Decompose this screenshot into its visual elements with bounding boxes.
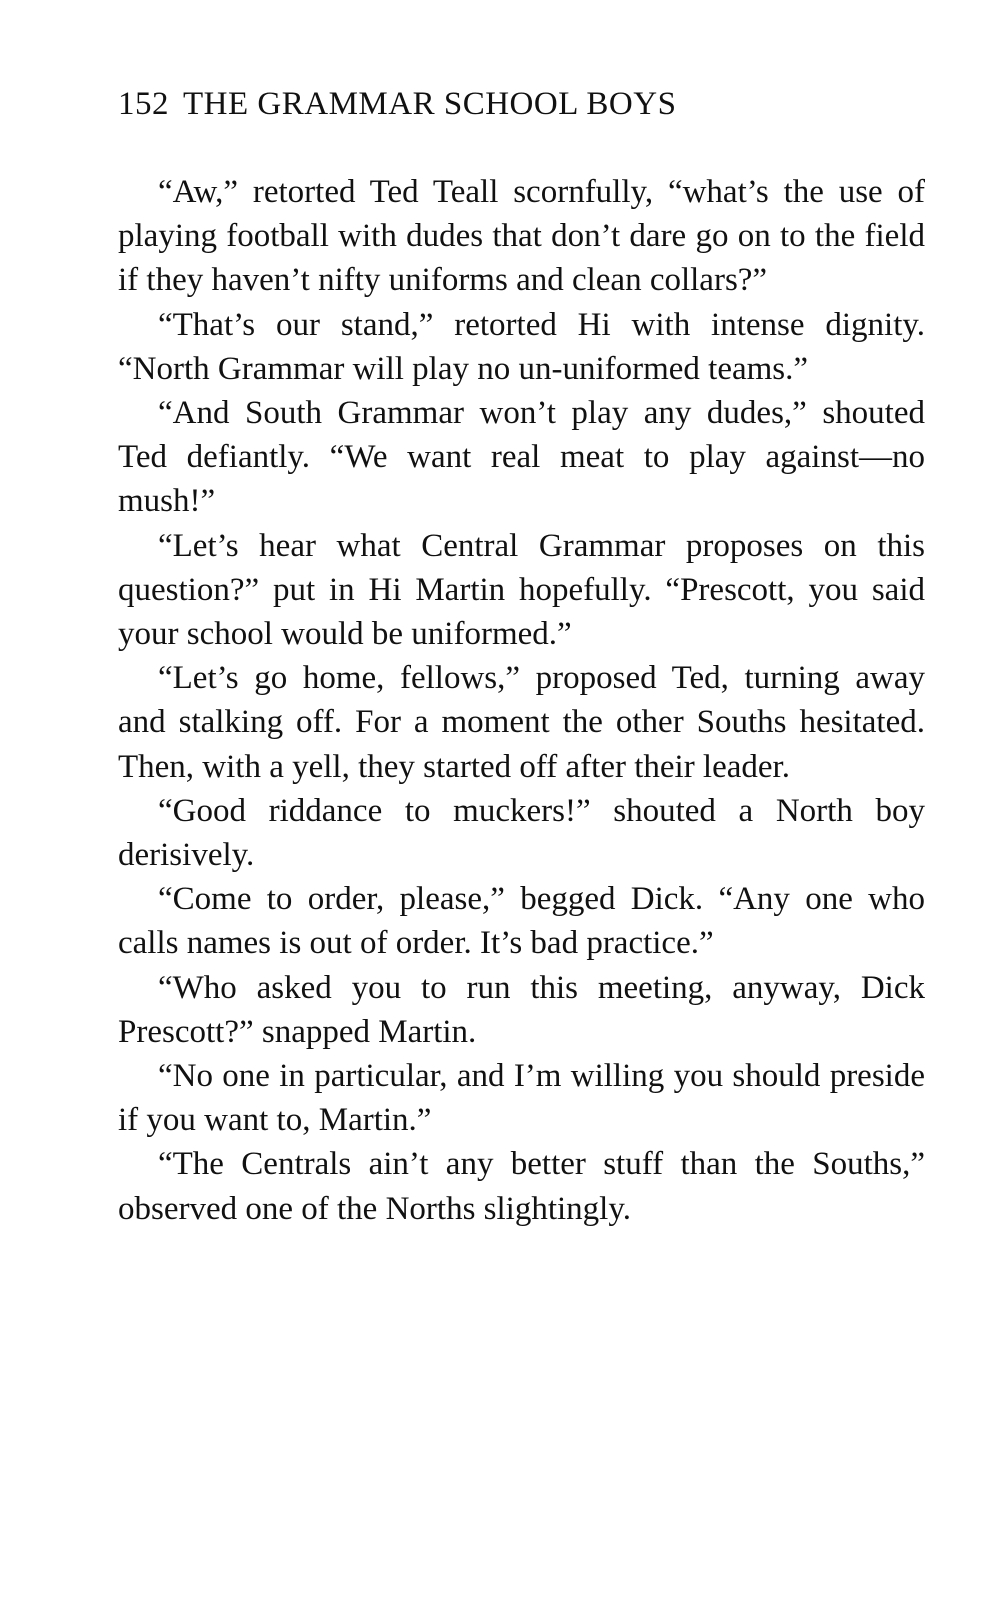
paragraph: “The Centrals ain’t any better stuff than the Souths,” observed one of the Norths slightingly.: [118, 1146, 925, 1227]
running-title: THE GRAMMAR SCHOOL BOYS: [183, 86, 677, 122]
paragraph: “Let’s hear what Central Grammar proposes on this question?” put in Hi Martin hopefully. “Prescott, you said your school would be uniformed.”: [118, 527, 925, 653]
body-text: [118, 170, 925, 1231]
paragraph: “Come to order, please,” begged Dick. “Any one who calls names is out of order. It’s bad practice.”: [118, 881, 925, 962]
paragraph: “Who asked you to run this meeting, anyway, Dick Prescott?” snapped Martin.: [118, 969, 925, 1050]
page-number: 152: [118, 86, 169, 122]
paragraph: “No one in particular, and I’m willing you should preside if you want to, Martin.”: [118, 1058, 925, 1139]
paragraph: “Let’s go home, fellows,” proposed Ted, turning away and stalking off. For a moment the other Souths hesitated. Then, with a yell, they started off after their leader.: [118, 660, 925, 785]
paragraph: “Good riddance to muckers!” shouted a North boy derisively.: [118, 792, 925, 874]
running-head: [118, 82, 938, 126]
paragraph: “Aw,” retorted Ted Teall scornfully, “what’s the use of playing football with dudes that don’t dare go on to the field if they haven’t nifty uniforms and clean collars?”: [118, 174, 925, 299]
paragraph: “And South Grammar won’t play any dudes,” shouted Ted defiantly. “We want real meat to play against—no mush!”: [118, 395, 925, 520]
paragraph: “That’s our stand,” retorted Hi with intense dignity. “North Grammar will play no un-uniformed teams.”: [118, 306, 925, 387]
